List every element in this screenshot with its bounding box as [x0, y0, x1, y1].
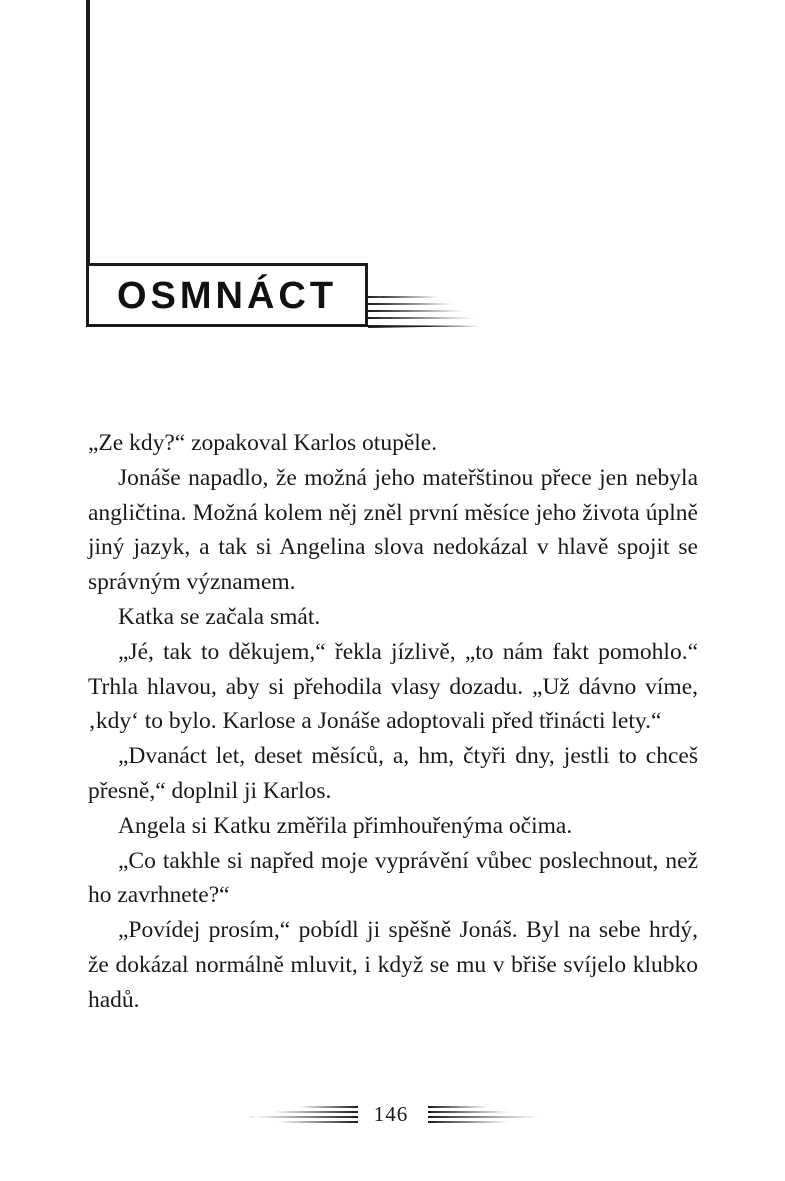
paragraph: Katka se začala smát. — [118, 603, 321, 630]
page-number: 146 — [373, 1102, 409, 1126]
paragraph: „Povídej prosím,“ pobídl ji spěšně Jonáš. Byl na sebe hrdý, že dokázal normálně mluvit, i když se mu v břiše svíjelo klubko hadů. — [88, 917, 698, 1013]
ornament-line — [368, 317, 473, 319]
chapter-title: OSMNÁCT — [116, 274, 338, 317]
chapter-body-text — [88, 426, 698, 1018]
paragraph: „Dvanáct let, deset měsíců, a, hm, čtyři dny, jestli to chceš přesně,“ doplnil ji Karlos. — [88, 743, 698, 804]
paragraph: „Jé, tak to děkujem,“ řekla jízlivě, „to nám fakt pomohlo.“ Trhla hlavou, aby si přehodila vlasy dozadu. „Už dávno víme, ‚kdy‘ to bylo. Karlose a Jonáše adoptovali před třinácti lety.“ — [88, 638, 698, 735]
chapter-frame-line — [86, 0, 90, 268]
chapter-heading-ornament — [368, 294, 483, 334]
paragraph: „Co takhle si napřed moje vyprávění vůbec poslechnout, než ho zavrhnete?“ — [88, 847, 698, 909]
ornament-line — [368, 296, 438, 298]
chapter-heading-box — [86, 263, 368, 327]
paragraph: Jonáše napadlo, že možná jeho mateřštinou přece jen nebyla angličtina. Možná kolem něj zněl první měsíce jeho života úplně jiný jazyk, a tak si Angelina slova nedokázal v hlavě spojit se správným významem. — [88, 464, 698, 596]
ornament-line — [368, 310, 463, 312]
ornament-line — [368, 303, 453, 305]
page-footer — [0, 1100, 785, 1130]
ornament-line — [368, 325, 480, 328]
footer-ornament-right — [428, 1104, 538, 1124]
paragraph: Angela si Katku změřila přimhouřenýma očima. — [118, 812, 573, 839]
footer-ornament-left — [248, 1104, 358, 1124]
paragraph: „Ze kdy?“ zopakoval Karlos otupěle. — [88, 430, 438, 456]
